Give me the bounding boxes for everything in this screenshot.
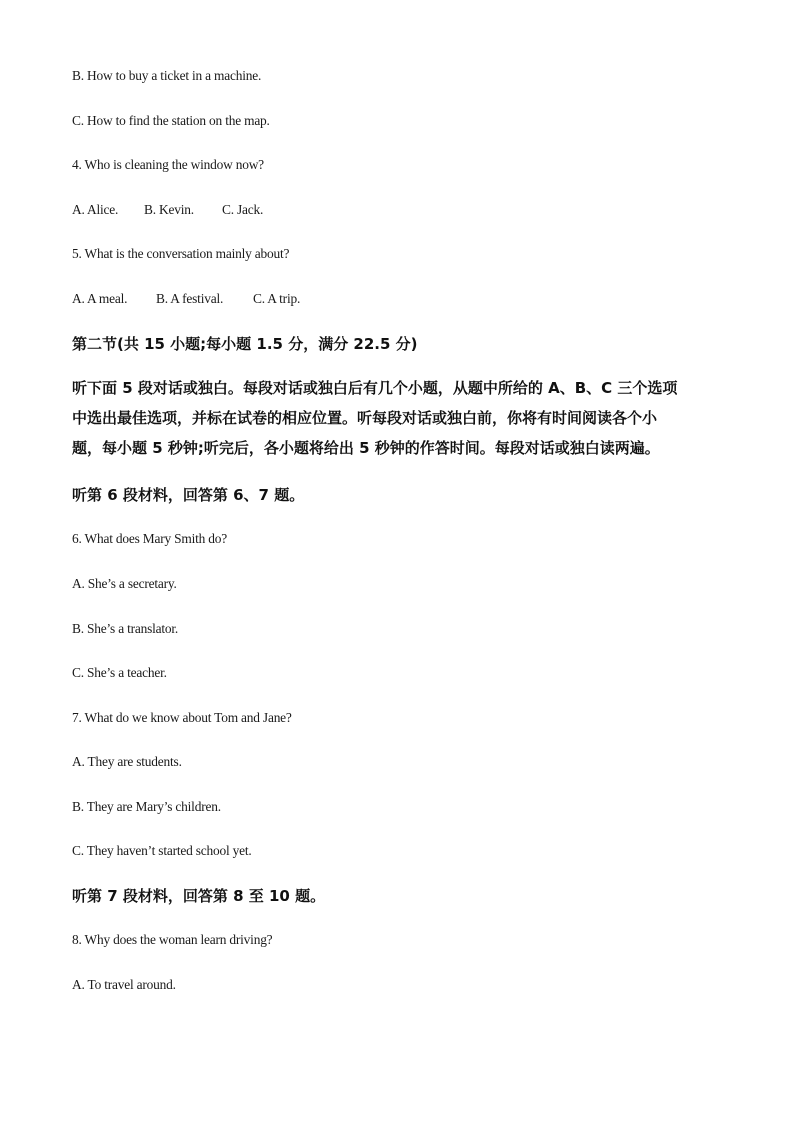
q4-options [72, 202, 263, 218]
q3-option-b: B. How to buy a ticket in a machine. [72, 68, 262, 83]
q5-options [72, 291, 300, 307]
material-6-heading: 听第 6 段材料，回答第 6、7 题。 [72, 486, 305, 504]
material-7-heading: 听第 7 段材料，回答第 8 至 10 题。 [72, 887, 326, 905]
q7-option-b: B. They are Mary’s children. [72, 799, 221, 814]
section-2-title: 第二节(共 15 小题;每小题 1.5 分，满分 22.5 分) [72, 335, 418, 353]
section-2-instructions [72, 373, 722, 463]
q4-option-b: B. Kevin. [144, 202, 194, 217]
q4-option-a: A. Alice. [72, 202, 119, 217]
q7-question: 7. What do we know about Tom and Jane? [72, 710, 292, 725]
q5-option-c: C. A trip. [253, 291, 301, 306]
q5-option-b: B. A festival. [156, 291, 224, 306]
q6-question: 6. What does Mary Smith do? [72, 531, 228, 546]
q5-option-a: A. A meal. [72, 291, 128, 306]
instruction-line: 听下面 5 段对话或独白。每段对话或独白后有几个小题，从题中所给的 A、B、C 三个选项 [72, 379, 678, 397]
q6-option-c: C. She’s a teacher. [72, 665, 167, 680]
q4-question: 4. Who is cleaning the window now? [72, 157, 264, 172]
q7-option-a: A. They are students. [72, 754, 182, 769]
q8-option-a: A. To travel around. [72, 977, 176, 992]
q7-option-c: C. They haven’t started school yet. [72, 843, 252, 858]
q4-option-c: C. Jack. [222, 202, 264, 217]
q5-question: 5. What is the conversation mainly about? [72, 246, 290, 261]
q6-option-a: A. She’s a secretary. [72, 576, 177, 591]
q3-option-c: C. How to find the station on the map. [72, 113, 270, 128]
instruction-line: 题，每小题 5 秒钟;听完后，各小题将给出 5 秒钟的作答时间。每段对话或独白读两遍。 [72, 439, 660, 457]
instruction-line: 中选出最佳选项，并标在试卷的相应位置。听每段对话或独白前，你将有时间阅读各个小 [72, 409, 658, 427]
q8-question: 8. Why does the woman learn driving? [72, 932, 273, 947]
q6-option-b: B. She’s a translator. [72, 621, 179, 636]
